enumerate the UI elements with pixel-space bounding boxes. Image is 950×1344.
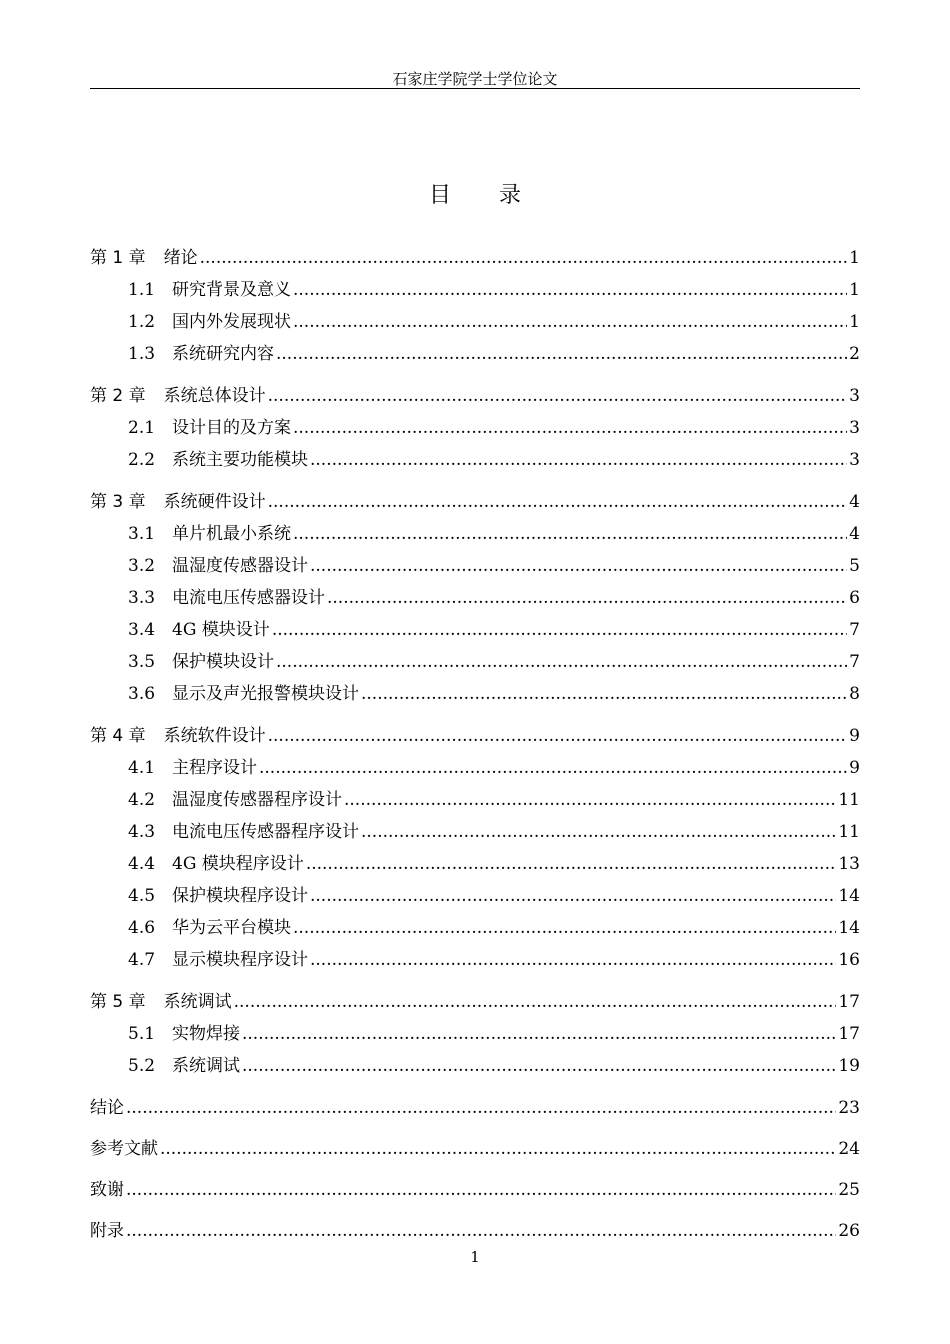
toc-section-entry[interactable] (90, 881, 860, 913)
dot-leader (242, 1024, 836, 1044)
toc-entry-number: 4.2 (128, 790, 156, 810)
toc-entry-number: 第 5 章 (90, 992, 146, 1012)
toc-section-entry[interactable] (90, 913, 860, 945)
dot-leader (306, 854, 837, 874)
toc-entry-number: 4.3 (128, 822, 156, 842)
toc-section-entry[interactable] (90, 583, 860, 615)
toc-entry-page: 8 (849, 684, 860, 704)
toc-entry-page: 9 (849, 758, 860, 778)
toc-section-entry[interactable] (90, 817, 860, 849)
toc-entry-page: 4 (849, 524, 860, 544)
toc-entry-label: 单片机最小系统 (172, 524, 291, 544)
toc-section-entry[interactable] (90, 307, 860, 339)
toc-entry-label: 参考文献 (90, 1139, 158, 1159)
dot-leader (293, 418, 847, 438)
toc-entry-label: 保护模块程序设计 (172, 886, 308, 906)
toc-entry-page: 14 (838, 886, 860, 906)
toc-entry-label: 系统主要功能模块 (172, 450, 308, 470)
toc-entry-label: 结论 (90, 1098, 124, 1118)
toc-section-entry[interactable] (90, 945, 860, 977)
toc-entry-page: 11 (838, 790, 860, 810)
toc-entry-page: 26 (838, 1221, 860, 1241)
toc-section-entry[interactable] (90, 849, 860, 881)
toc-entry-label: 系统总体设计 (163, 386, 266, 406)
toc-entry-page: 13 (838, 854, 860, 874)
toc-entry-page: 17 (838, 1024, 860, 1044)
toc-entry-label: 绪论 (163, 248, 198, 268)
toc-section-entry[interactable] (90, 647, 860, 679)
toc-entry-number: 第 3 章 (90, 492, 146, 512)
toc-entry-page: 3 (849, 386, 860, 406)
dot-leader (344, 790, 836, 810)
toc-entry-page: 7 (849, 652, 860, 672)
toc-entry-page: 3 (849, 450, 860, 470)
dot-leader (310, 556, 847, 576)
running-header: 石家庄学院学士学位论文 (392, 70, 558, 88)
dot-leader (126, 1180, 836, 1200)
dot-leader (310, 950, 836, 970)
dot-leader (327, 588, 847, 608)
toc-entry-label: 保护模块设计 (172, 652, 274, 672)
toc-section-entry[interactable] (90, 445, 860, 477)
dot-leader (259, 758, 847, 778)
toc-entry-number: 4.7 (128, 950, 156, 970)
toc-entry-number: 4.1 (128, 758, 156, 778)
toc-entry-label: 4G 模块设计 (172, 620, 270, 640)
toc-entry-number: 2.1 (128, 418, 156, 438)
dot-leader (242, 1056, 836, 1076)
toc-entry-number: 3.5 (128, 652, 156, 672)
toc-entry-number: 5.2 (128, 1056, 156, 1076)
toc-backmatter-entry[interactable] (90, 1175, 860, 1216)
dot-leader (268, 492, 848, 512)
toc-section-entry[interactable] (90, 1051, 860, 1083)
toc-entry-number: 3.4 (128, 620, 156, 640)
toc-entry-number: 第 2 章 (90, 386, 146, 406)
toc-entry-number: 3.6 (128, 684, 156, 704)
page-number: 1 (470, 1248, 480, 1266)
toc-entry-label: 温湿度传感器程序设计 (172, 790, 342, 810)
toc-entry-label: 显示模块程序设计 (172, 950, 308, 970)
dot-leader (293, 918, 836, 938)
toc-section-entry[interactable] (90, 1019, 860, 1051)
dot-leader (310, 450, 847, 470)
table-of-contents (90, 243, 860, 1257)
toc-entry-page: 16 (838, 950, 860, 970)
toc-entry-page: 17 (838, 992, 860, 1012)
toc-section-entry[interactable] (90, 785, 860, 817)
toc-entry-label: 系统调试 (163, 992, 232, 1012)
toc-entry-page: 7 (849, 620, 860, 640)
toc-section-entry[interactable] (90, 519, 860, 551)
toc-entry-label: 电流电压传感器程序设计 (172, 822, 359, 842)
toc-entry-page: 6 (849, 588, 860, 608)
dot-leader (293, 524, 847, 544)
dot-leader (293, 280, 847, 300)
dot-leader (234, 992, 837, 1012)
toc-entry-label: 国内外发展现状 (172, 312, 291, 332)
dot-leader (276, 344, 847, 364)
toc-entry-page: 2 (849, 344, 860, 364)
toc-backmatter-entry[interactable] (90, 1134, 860, 1175)
dot-leader (200, 248, 848, 268)
toc-section-entry[interactable] (90, 339, 860, 371)
toc-backmatter-entry[interactable] (90, 1093, 860, 1134)
toc-entry-number: 1.2 (128, 312, 156, 332)
toc-entry-label: 研究背景及意义 (172, 280, 291, 300)
toc-entry-label: 温湿度传感器设计 (172, 556, 308, 576)
dot-leader (276, 652, 847, 672)
toc-entry-number: 5.1 (128, 1024, 156, 1044)
toc-entry-number: 4.4 (128, 854, 156, 874)
toc-entry-label: 华为云平台模块 (172, 918, 291, 938)
toc-entry-page: 23 (838, 1098, 860, 1118)
dot-leader (361, 822, 836, 842)
toc-section-entry[interactable] (90, 413, 860, 445)
toc-chapter-entry[interactable] (90, 381, 860, 413)
toc-entry-page: 11 (838, 822, 860, 842)
toc-title: 目录 (428, 183, 569, 208)
toc-section-entry[interactable] (90, 679, 860, 711)
toc-section-entry[interactable] (90, 753, 860, 785)
toc-entry-label: 系统调试 (172, 1056, 240, 1076)
toc-entry-page: 1 (849, 248, 860, 268)
dot-leader (361, 684, 847, 704)
toc-entry-label: 电流电压传感器设计 (172, 588, 325, 608)
toc-entry-page: 4 (849, 492, 860, 512)
toc-entry-number: 3.1 (128, 524, 156, 544)
toc-entry-page: 9 (849, 726, 860, 746)
toc-entry-label: 实物焊接 (172, 1024, 240, 1044)
dot-leader (126, 1098, 836, 1118)
toc-entry-page: 1 (849, 312, 860, 332)
dot-leader (126, 1221, 836, 1241)
toc-entry-label: 4G 模块程序设计 (172, 854, 304, 874)
dot-leader (310, 886, 836, 906)
toc-entry-number: 4.6 (128, 918, 156, 938)
toc-chapter-entry[interactable] (90, 987, 860, 1019)
toc-entry-label: 系统研究内容 (172, 344, 274, 364)
toc-entry-number: 第 1 章 (90, 248, 146, 268)
toc-entry-number: 1.1 (128, 280, 156, 300)
toc-entry-page: 1 (849, 280, 860, 300)
toc-entry-number: 4.5 (128, 886, 156, 906)
dot-leader (160, 1139, 836, 1159)
toc-entry-label: 显示及声光报警模块设计 (172, 684, 359, 704)
toc-entry-page: 19 (838, 1056, 860, 1076)
dot-leader (268, 386, 848, 406)
toc-entry-page: 3 (849, 418, 860, 438)
toc-entry-label: 致谢 (90, 1180, 124, 1200)
toc-chapter-entry[interactable] (90, 721, 860, 753)
toc-entry-label: 系统硬件设计 (163, 492, 266, 512)
toc-entry-page: 14 (838, 918, 860, 938)
toc-entry-number: 3.2 (128, 556, 156, 576)
toc-entry-label: 系统软件设计 (163, 726, 266, 746)
toc-entry-number: 2.2 (128, 450, 156, 470)
dot-leader (272, 620, 847, 640)
toc-entry-page: 5 (849, 556, 860, 576)
toc-entry-page: 24 (838, 1139, 860, 1159)
toc-entry-label: 设计目的及方案 (172, 418, 291, 438)
dot-leader (293, 312, 847, 332)
toc-entry-number: 1.3 (128, 344, 156, 364)
toc-entry-label: 主程序设计 (172, 758, 257, 778)
header-rule (90, 88, 860, 89)
toc-chapter-entry[interactable] (90, 243, 860, 275)
toc-entry-number: 3.3 (128, 588, 156, 608)
toc-entry-label: 附录 (90, 1221, 124, 1241)
toc-section-entry[interactable] (90, 275, 860, 307)
toc-chapter-entry[interactable] (90, 487, 860, 519)
toc-section-entry[interactable] (90, 615, 860, 647)
toc-section-entry[interactable] (90, 551, 860, 583)
toc-entry-page: 25 (838, 1180, 860, 1200)
dot-leader (268, 726, 848, 746)
toc-entry-number: 第 4 章 (90, 726, 146, 746)
